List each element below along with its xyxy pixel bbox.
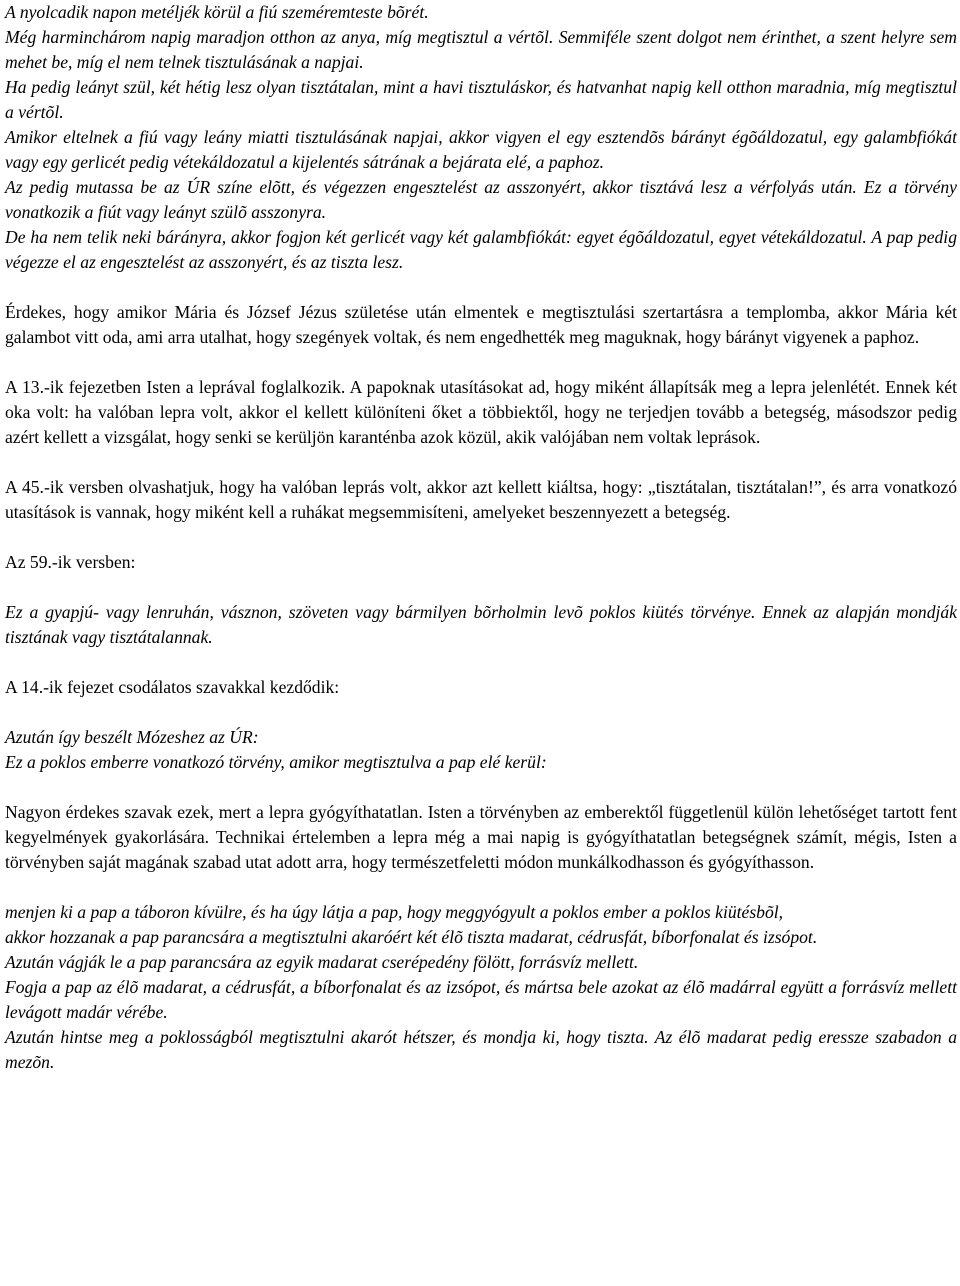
text-paragraph: De ha nem telik neki bárányra, akkor fogjon két gerlicét vagy két galambfiókát: egyet égõáldozatul, egyet vétekáldozatul. A pap pedig végezze el az engesztelést az asszonyért, és az tiszta lesz. <box>5 227 957 272</box>
text-paragraph: Azután így beszélt Mózeshez az ÚR: <box>5 727 259 747</box>
text-paragraph: menjen ki a pap a táboron kívülre, és ha úgy látja a pap, hogy meggyógyult a poklos ember a poklos kiütésbõl, <box>5 902 784 922</box>
text-paragraph: Azután vágják le a pap parancsára az egyik madarat cserépedény fölött, forrásvíz mellett. <box>5 952 639 972</box>
text-paragraph: Az pedig mutassa be az ÚR színe elõtt, és végezzen engesztelést az asszonyért, akkor tisztává lesz a vérfolyás után. Ez a törvény vonatkozik a fiút vagy leányt szülõ asszonyra. <box>5 177 957 222</box>
text-paragraph: Az 59.-ik versben: <box>5 552 136 572</box>
text-paragraph: Azután hintse meg a poklosságból megtisztulni akarót hétszer, és mondja ki, hogy tiszta. Az élõ madarat pedig eressze szabadon a mezõn. <box>5 1027 957 1072</box>
text-paragraph: akkor hozzanak a pap parancsára a megtisztulni akaróért két élõ tiszta madarat, cédrusfát, bíborfonalat és izsópot. <box>5 927 818 947</box>
text-paragraph: Nagyon érdekes szavak ezek, mert a lepra gyógyíthatatlan. Isten a törvényben az emberektől függetlenül külön lehetőséget tartott fent kegyelmények gyakorlására. Technikai értelemben a lepra még a mai napig is gyógyíthatatlan betegségnek számít, mégis, Isten a törvényben saját magának szabad utat adott arra, hogy természetfeletti módon munkálkodhasson és gyógyíthasson. <box>5 802 957 872</box>
text-paragraph: Amikor eltelnek a fiú vagy leány miatti tisztulásának napjai, akkor vigyen el egy esztendõs bárányt égõáldozatul, egy galambfiókát vagy egy gerlicét pedig vétekáldozatul a kijelentés sátrának a bejárata elé, a paphoz. <box>5 127 957 172</box>
text-paragraph: A nyolcadik napon metéljék körül a fiú szeméremteste bõrét. <box>5 2 429 22</box>
text-paragraph: Fogja a pap az élõ madarat, a cédrusfát, a bíborfonalat és az izsópot, és mártsa bele azokat az élõ madárral együtt a forrásvíz mellett levágott madár vérébe. <box>5 977 957 1022</box>
text-paragraph: Még harminchárom napig maradjon otthon az anya, míg megtisztul a vértõl. Semmiféle szent dolgot nem érinthet, a szent helyre sem mehet be, míg el nem telnek tisztulásának a napjai. <box>5 27 957 72</box>
text-paragraph: Ez a poklos emberre vonatkozó törvény, amikor megtisztulva a pap elé kerül: <box>5 752 547 772</box>
text-paragraph: Ha pedig leányt szül, két hétig lesz olyan tisztátalan, mint a havi tisztuláskor, és hatvanhat napig kell otthon maradnia, míg megtisztul a vértõl. <box>5 77 957 122</box>
text-paragraph: A 13.-ik fejezetben Isten a leprával foglalkozik. A papoknak utasításokat ad, hogy miként állapítsák meg a lepra jelenlétét. Ennek két oka volt: ha valóban lepra volt, akkor el kellett különíteni őket a többiektől, hogy ne terjedjen tovább a betegség, másodszor pedig azért kellett a vizsgálat, hogy senki se kerüljön karanténba azok közül, akik valójában nem voltak leprások. <box>5 377 957 447</box>
document-page <box>5 0 957 1075</box>
text-paragraph: Érdekes, hogy amikor Mária és József Jézus születése után elmentek e megtisztulási szertartásra a templomba, akkor Mária két galambot vitt oda, ami arra utalhat, hogy szegények voltak, és nem engedhették meg maguknak, hogy bárányt vigyenek a paphoz. <box>5 302 957 347</box>
text-paragraph: Ez a gyapjú- vagy lenruhán, vásznon, szöveten vagy bármilyen bõrholmin levõ poklos kiütés törvénye. Ennek az alapján mondják tisztának vagy tisztátalannak. <box>5 602 957 647</box>
text-paragraph: A 14.-ik fejezet csodálatos szavakkal kezdődik: <box>5 677 340 697</box>
text-paragraph: A 45.-ik versben olvashatjuk, hogy ha valóban leprás volt, akkor azt kellett kiáltsa, hogy: „tisztátalan, tisztátalan!”, és arra vonatkozó utasítások is vannak, hogy miként kell a ruhákat megsemmisíteni, amelyeket beszennyezett a betegség. <box>5 477 957 522</box>
